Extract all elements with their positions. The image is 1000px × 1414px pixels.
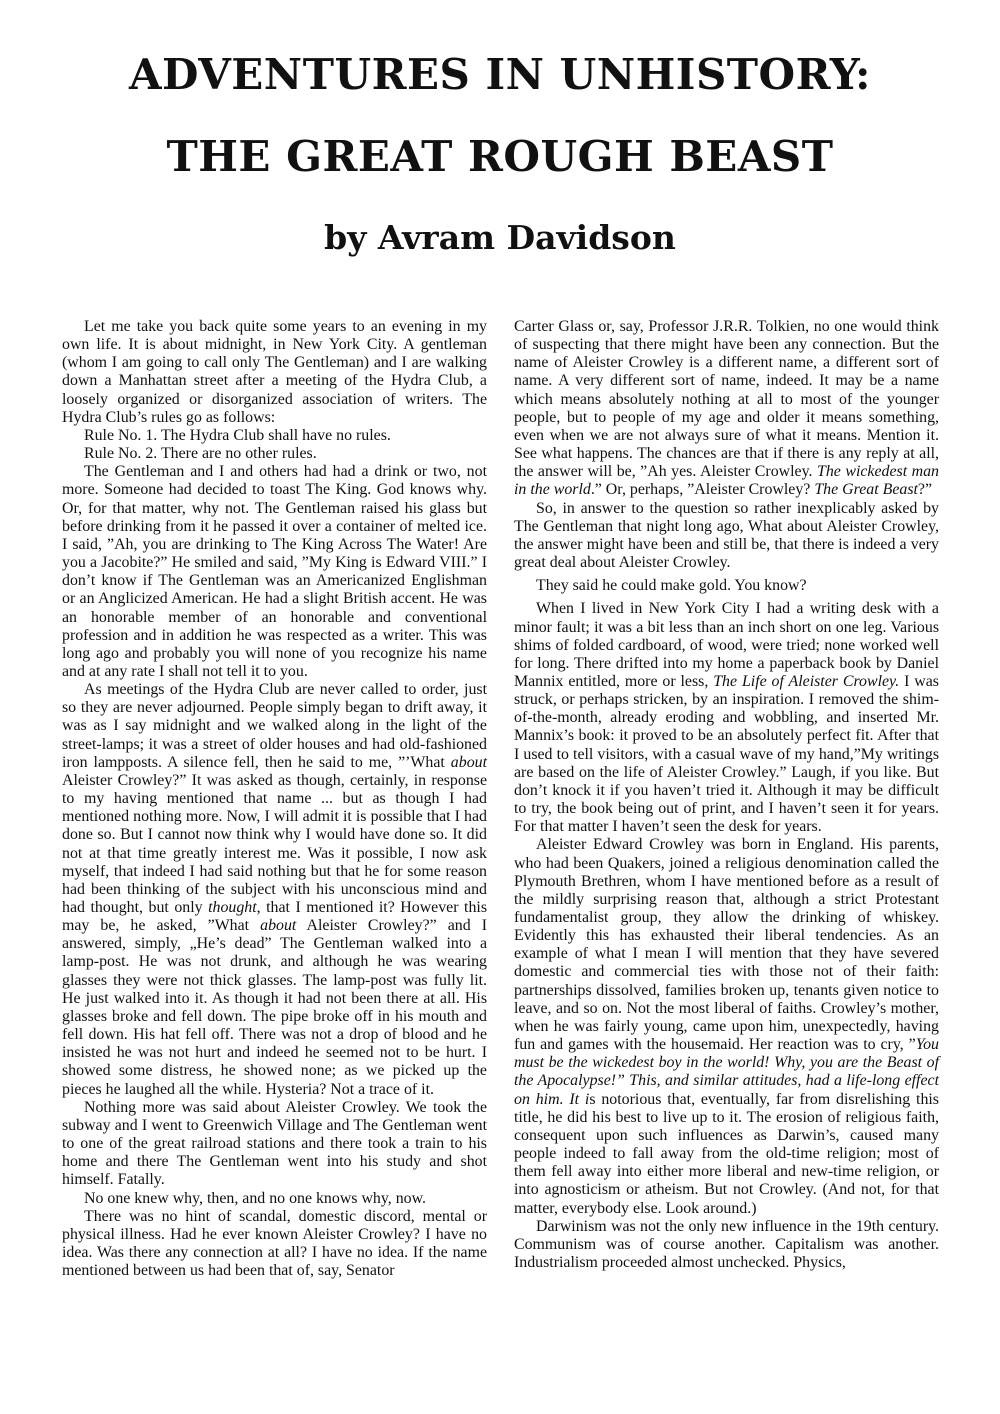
paragraph: Nothing more was said about Aleister Crowley. We took the subway and I went to Greenwich Village and The Gentleman went to one of the great railroad stations and there took a train to his home and there The Gentleman went into his study and shot himself. Fatally.	[62, 1098, 487, 1189]
italic-run: thought	[208, 899, 257, 916]
paragraph: They said he could make gold. You know?	[536, 577, 807, 595]
text-run: Aleister Edward Crowley was born in England. His parents, who had been Quakers, joined a religious denomination called the Plymouth Brethren, whom I have mentioned before as a result of the mildly surprising reason that, although a strict Protestant fundamentalist group, they allow the drinking of whiskey. Evidently this has exhausted their liberal tendencies. As an example of what I mean I will mention that they have severed domestic and commercial ties with those not of their faith: partnerships dissolved, families broken up, tenants given notice to leave, and so on. Not the most liberal of faiths. Crowley’s mother, when he was fairly young, came upon him, unexpectedly, having fun and games with the housemaid. Her reaction was to cry, ”	[514, 836, 939, 1054]
paragraph: Let me take you back quite some years to an evening in my own life. It is about midnight, in New York City. A gentleman (whom I am going to call only The Gentleman) and I are walking down a Manhattan street after a meeting of the Hydra Club, a loosely organized or disorganized association of writers. The Hydra Club’s rules go as follows:	[62, 318, 487, 426]
text-run: Aleister Crowley?” It was asked as though, certainly, in response to my having mentioned that name ... but as though I had mentioned nothing more. Now, I will admit it is possible that I had done so. But I cannot now think why I would have done so. It did not at that time greatly interest me. Was it possible, I now ask myself, that indeed I had said nothing but that he for some reason had been thinking of the subject with his unconscious mind and had thought, but only	[62, 771, 487, 916]
text-run: ?”	[917, 481, 933, 499]
paragraph: The Gentleman and I and others had had a drink or two, not more. Someone had decided to toast The King. God knows why. Or, for that matter, why not. The Gentleman raised his glass but before drinking from it he passed it over a container of melted ice. I said, ”Ah, you are drinking to The King Across The Water! Are you a Jacobite?” He smiled and said, ”My King is Edward VIII.” I don’t know if The Gentleman was an Americanized Englishman or an Anglicized American. He had a slight British accent. He was an honorable member of an honorable and conventional profession and in addition he was respected as a writer. This was long ago and probably you will none of you recognize his name and at any rate I shall not tell it to you.	[62, 463, 487, 680]
text-run: Aleister Crowley?” and I answered, simply, „He’s dead” The Gentleman walked into a lamp-post. He was not drunk, and although he was wearing glasses they were not thick glasses. The lamp-post was fully lit. He just walked into it. As though it had not been there at all. His glasses broke and fell down. The pipe broke off in his mouth and fell down. His hat fell off. There was not a drop of blood and he insisted he was not hurt and indeed he seemed not to be hurt. I showed some distress, he showed none; as we picked up the pieces he laughed all the while. Hysteria? Not a trace of it.	[62, 917, 487, 1098]
italic-run: The wickedest man in the world	[514, 463, 939, 499]
italic-run: You must be the wickedest boy in the world! Why, you are the Beast of the Apocalypse!” This, and similar attitudes, had a life-long effect on him. It i	[514, 1036, 939, 1108]
text-run: .” Or, perhaps, ”Aleister Crowley?	[590, 481, 815, 499]
italic-run: about	[260, 917, 297, 935]
italic-run: The Life of Aleister Crowley.	[713, 672, 900, 690]
rule-2: Rule No. 2. There are no other rules.	[84, 445, 317, 463]
author-byline: by Avram Davidson	[324, 218, 676, 257]
paragraph: So, in answer to the question so rather inexplicably asked by The Gentleman that night long ago, What about Aleister Crowley, the answer might have been and still be, that there is indeed a very great deal about Aleister Crowley.	[514, 499, 939, 572]
article-title-line-1: ADVENTURES IN UNHISTORY:	[128, 50, 872, 99]
paragraph: No one knew why, then, and no one knows why, now.	[84, 1189, 427, 1207]
text-run: As meetings of the Hydra Club are never called to order, just so they are never adjourned. People simply began to drift away, it was as I say midnight and we walked along in the light of the street-lamps; it was a street of older houses and had old-fashioned iron lampposts. A silence fell, then he said to me, ”’What	[62, 681, 487, 771]
paragraph	[514, 836, 939, 1217]
text-run: s notorious that, eventually, far from disrelishing this title, he did his best to live up to it. The erosion of religious faith, consequent upon such influences as Darwin’s, caused many people indeed to fall away from the old-time religion; most of them fell away into either more liberal and new-time religion, or into agnosticism or atheism. But not Crowley. (And not, for that matter, everybody else. Look around.)	[514, 1090, 939, 1217]
paragraph: Darwinism was not the only new influence in the 19th century. Communism was of course another. Capitalism was another. Industrialism proceeded almost unchecked. Physics,	[514, 1217, 939, 1271]
article-title-line-2: THE GREAT ROUGH BEAST	[166, 132, 834, 181]
text-run: Carter Glass or, say, Professor J.R.R. Tolkien, no one would think of suspecting that there might have been any connection. But the name of Aleister Crowley is a different name, a different sort of name. A very different sort of name, indeed. It may be a name which means absolutely nothing at all to most of the younger people, but to people of my age and older it means something, even when we are not always sure of what it means. Mention it. See what happens. The chances are that if there is any reply at all, the answer will be, ”Ah yes. Aleister Crowley.	[514, 318, 939, 481]
right-column	[514, 318, 939, 1272]
italic-run: about	[450, 753, 487, 771]
text-run: , that I mentioned it? However this may be, he asked, ”What	[62, 899, 487, 935]
paragraph	[514, 600, 939, 836]
text-run: When I lived in New York City I had a writing desk with a minor fault; it was a bit less than an inch short on one leg. Various shims of folded cardboard, of wood, were tried; none worked well for long. There drifted into my home a paperback book by Daniel Mannix entitled, more or less,	[514, 600, 939, 690]
italic-run: The Great Beast	[814, 481, 918, 499]
left-column	[62, 318, 487, 1280]
rule-1: Rule No. 1. The Hydra Club shall have no rules.	[84, 426, 391, 444]
paragraph: There was no hint of scandal, domestic discord, mental or physical illness. Had he ever known Aleister Crowley? I have no idea. Was there any connection at all? I have no idea. If the name mentioned between us had been that of, say, Senator	[62, 1207, 487, 1280]
text-run: I was struck, or perhaps stricken, by an inspiration. I removed the shim-of-the-month, already eroding and wobbling, and inserted Mr. Mannix’s book: it proved to be an absolutely perfect fit. After that I used to tell visitors, with a casual wave of my hand,”My writings are based on the life of Aleister Crowley.” Laugh, if you like. But don’t knock it if you haven’t tried it. Although it may be difficult to try, the book being out of print, and I haven’t seen it for years. For that matter I haven’t seen the desk for years.	[514, 672, 939, 836]
paragraph	[514, 318, 939, 500]
paragraph	[62, 681, 487, 1099]
